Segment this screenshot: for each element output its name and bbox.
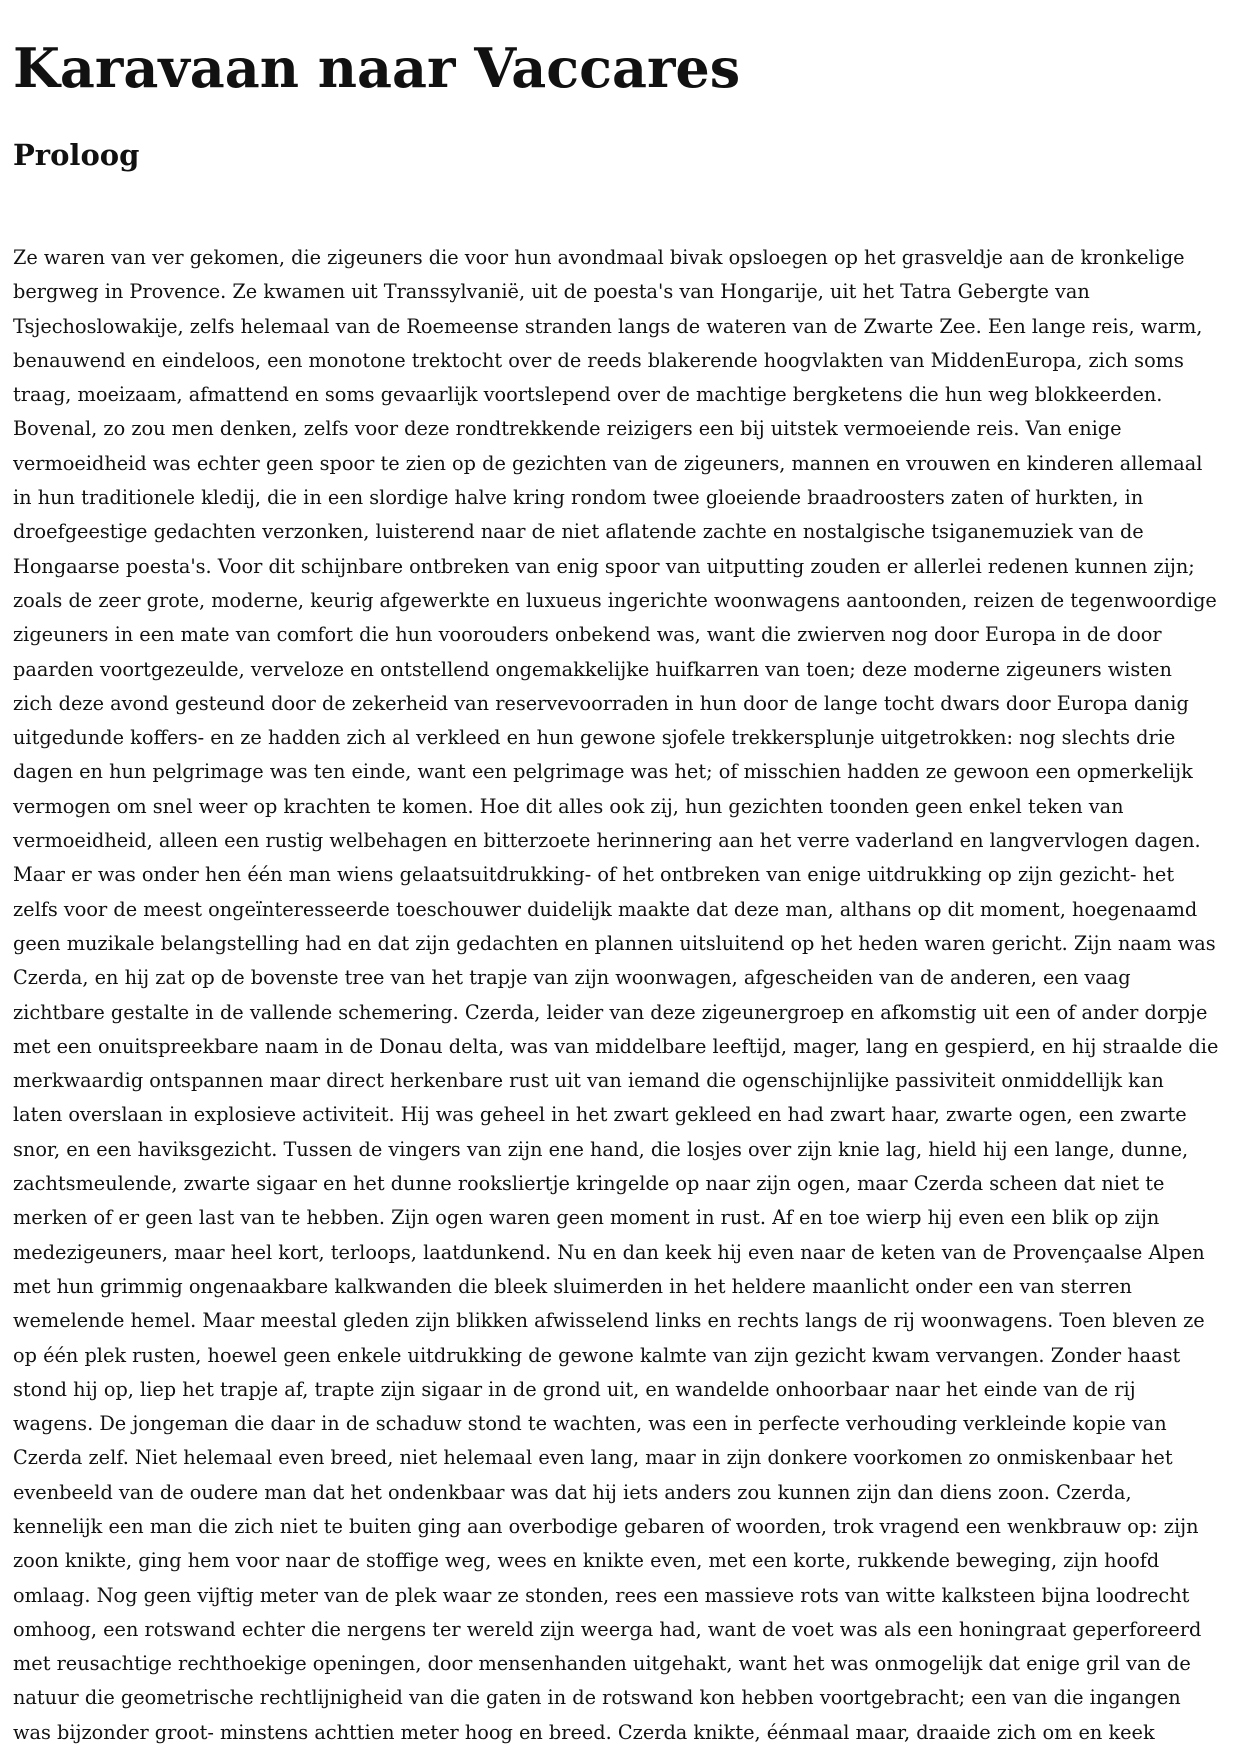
text-line: wagens. De jongeman die daar in de schaduw stond te wachten, was een in perfecte verhouding verkleinde kopie van [13,1412,1167,1436]
text-line: Ze waren van ver gekomen, die zigeuners die voor hun avondmaal bivak opsloegen op het grasveldje aan de kronkelige [13,246,1185,269]
text-line: kennelijk een man die zich niet te buiten ging aan overbodige gebaren of woorden, trok vragend een wenkbrauw op: zijn [13,1514,1199,1538]
text-line: met een onuitspreekbare naam in de Donau delta, was van middelbare leeftijd, mager, lang en gespierd, en hij straalde die [13,1034,1219,1058]
text-line: met hun grimmig ongenaakbare kalkwanden die bleek sluimerden in het heldere maanlicht onder een van sterren [13,1274,1132,1298]
text-line: Bovenal, zo zou men denken, zelfs voor deze rondtrekkende reizigers een bij uitstek vermoeiende reis. Van enige [13,417,1122,441]
text-line: vermoeidheid was echter geen spoor te zien op de gezichten van de zigeuners, mannen en vrouwen en kinderen allemaal [13,451,1203,475]
text-line: laten overslaan in explosieve activiteit. Hij was geheel in het zwart gekleed en had zwart haar, zwarte ogen, een zwarte [13,1103,1187,1127]
text-line: medezigeuners, maar heel kort, terloops, laatdunkend. Nu en dan keek hij even naar de keten van de Provençaalse Alpen [13,1240,1205,1264]
text-line: paarden voortgezeulde, verveloze en ontstellend ongemakkelijke huifkarren van toen; deze moderne zigeuners wisten [13,657,1172,681]
text-line: Maar er was onder hen één man wiens gelaatsuitdrukking- of het ontbreken van enige uitdrukking op zijn gezicht- het [13,863,1175,887]
text-line: Hongaarse poesta's. Voor dit schijnbare ontbreken van enig spoor van uitputting zouden er allerlei redenen kunnen zijn; [13,554,1195,578]
text-line: zachtsmeulende, zwarte sigaar en het dunne rooksliertje kringelde op naar zijn ogen, maar Czerda scheen dat niet te [13,1172,1165,1196]
text-line: was bijzonder groot- minstens achttien meter hoog en breed. Czerda knikte, éénmaal maar, draaide zich om en keek [13,1720,1155,1744]
text-line: benauwend en eindeloos, een monotone trektocht over de reeds blakerende hoogvlakten van MiddenEuropa, zich soms [13,348,1184,372]
text-line: traag, moeizaam, afmattend en soms gevaarlijk voortslepend over de machtige bergketens die hun weg blokkeerden. [13,383,1163,407]
text-line: evenbeeld van de oudere man dat het ondenkbaar was dat hij iets anders zou kunnen zijn dan diens zoon. Czerda, [13,1480,1132,1504]
text-line: zoon knikte, ging hem voor naar de stoffige weg, wees en knikte even, met een korte, rukkende beweging, zijn hoofd [13,1549,1160,1573]
text-line: zelfs voor de meest ongeïnteresseerde toeschouwer duidelijk maakte dat deze man, althans op dit moment, hoegenaamd [13,897,1198,921]
text-line: zich deze avond gesteund door de zekerheid van reservevoorraden in hun door de lange tocht dwars door Europa danig [13,691,1189,715]
text-line: zoals de zeer grote, moderne, keurig afgewerkte en luxueus ingerichte woonwagens aantoonden, reizen de tegenwoordige [13,588,1217,612]
text-line: omlaag. Nog geen vijftig meter van de plek waar ze stonden, rees een massieve rots van witte kalksteen bijna loodrecht [13,1583,1190,1607]
text-line: op één plek rusten, hoewel geen enkele uitdrukking de gewone kalmte van zijn gezicht kwam vervangen. Zonder haast [13,1343,1181,1367]
text-line: uitgedunde koffers- en ze hadden zich al verkleed en hun gewone sjofele trekkersplunje uitgetrokken: nog slechts drie [13,726,1176,750]
text-line: geen muzikale belangstelling had en dat zijn gedachten en plannen uitsluitend op het heden waren gericht. Zijn naam was [13,931,1216,955]
text-line: vermogen om snel weer op krachten te komen. Hoe dit alles ook zij, hun gezichten toonden geen enkel teken van [13,794,1124,818]
text-line: snor, en een haviksgezicht. Tussen de vingers van zijn ene hand, die losjes over zijn knie lag, hield hij een lange, dunne, [13,1137,1189,1161]
text-line: in hun traditionele kledij, die in een slordige halve kring rondom twee gloeiende braadroosters zaten of hurkten, in [13,486,1144,510]
text-line: omhoog, een rotswand echter die nergens ter wereld zijn weerga had, want de voet was als een honingraat geperforeerd [13,1617,1202,1641]
book-title: Karavaan naar Vaccares [13,36,741,100]
text-line: natuur die geometrische rechtlijnigheid van die gaten in de rotswand kon hebben voortgebracht; een van die ingangen [13,1686,1181,1710]
text-line: zigeuners in een mate van comfort die hun voorouders onbekend was, want die zwierven nog door Europa in de door [13,623,1162,647]
text-line: stond hij op, liep het trapje af, trapte zijn sigaar in de grond uit, en wandelde onhoorbaar naar het einde van de rij [13,1377,1136,1401]
text-line: merkwaardig ontspannen maar direct herkenbare rust uit van iemand die ogenschijnlijke passiviteit onmiddellijk kan [13,1069,1164,1093]
text-line: vermoeidheid, alleen een rustig welbehagen en bitterzoete herinnering aan het verre vaderland en langvervlogen dagen. [13,829,1201,853]
body-paragraph [13,241,1228,1750]
text-line: Czerda, en hij zat op de bovenste tree van het trapje van zijn woonwagen, afgescheiden van de anderen, een vaag [13,966,1131,990]
chapter-title: Proloog [13,138,140,172]
text-line: met reusachtige rechthoekige openingen, door mensenhanden uitgehakt, want het was onmogelijk dat enige gril van de [13,1652,1191,1676]
text-line: droefgeestige gedachten verzonken, luisterend naar de niet aflatende zachte en nostalgische tsiganemuziek van de [13,520,1144,544]
text-line: bergweg in Provence. Ze kwamen uit Transsylvanië, uit de poesta's van Hongarije, uit het Tatra Gebergte van [13,280,1090,304]
text-line: Czerda zelf. Niet helemaal even breed, niet helemaal even lang, maar in zijn donkere voorkomen zo onmiskenbaar het [13,1446,1173,1470]
text-line: dagen en hun pelgrimage was ten einde, want een pelgrimage was het; of misschien hadden ze gewoon een opmerkelijk [13,760,1193,784]
text-line: Tsjechoslowakije, zelfs helemaal van de Roemeense stranden langs de wateren van de Zwarte Zee. Een lange reis, warm, [13,314,1203,338]
text-line: zichtbare gestalte in de vallende schemering. Czerda, leider van deze zigeunergroep en afkomstig uit een of ander dorpje [13,1000,1208,1024]
text-line: merken of er geen last van te hebben. Zijn ogen waren geen moment in rust. Af en toe wierp hij even een blik op zijn [13,1206,1160,1230]
text-line: wemelende hemel. Maar meestal gleden zijn blikken afwisselend links en rechts langs de rij woonwagens. Toen bleven ze [13,1309,1205,1333]
